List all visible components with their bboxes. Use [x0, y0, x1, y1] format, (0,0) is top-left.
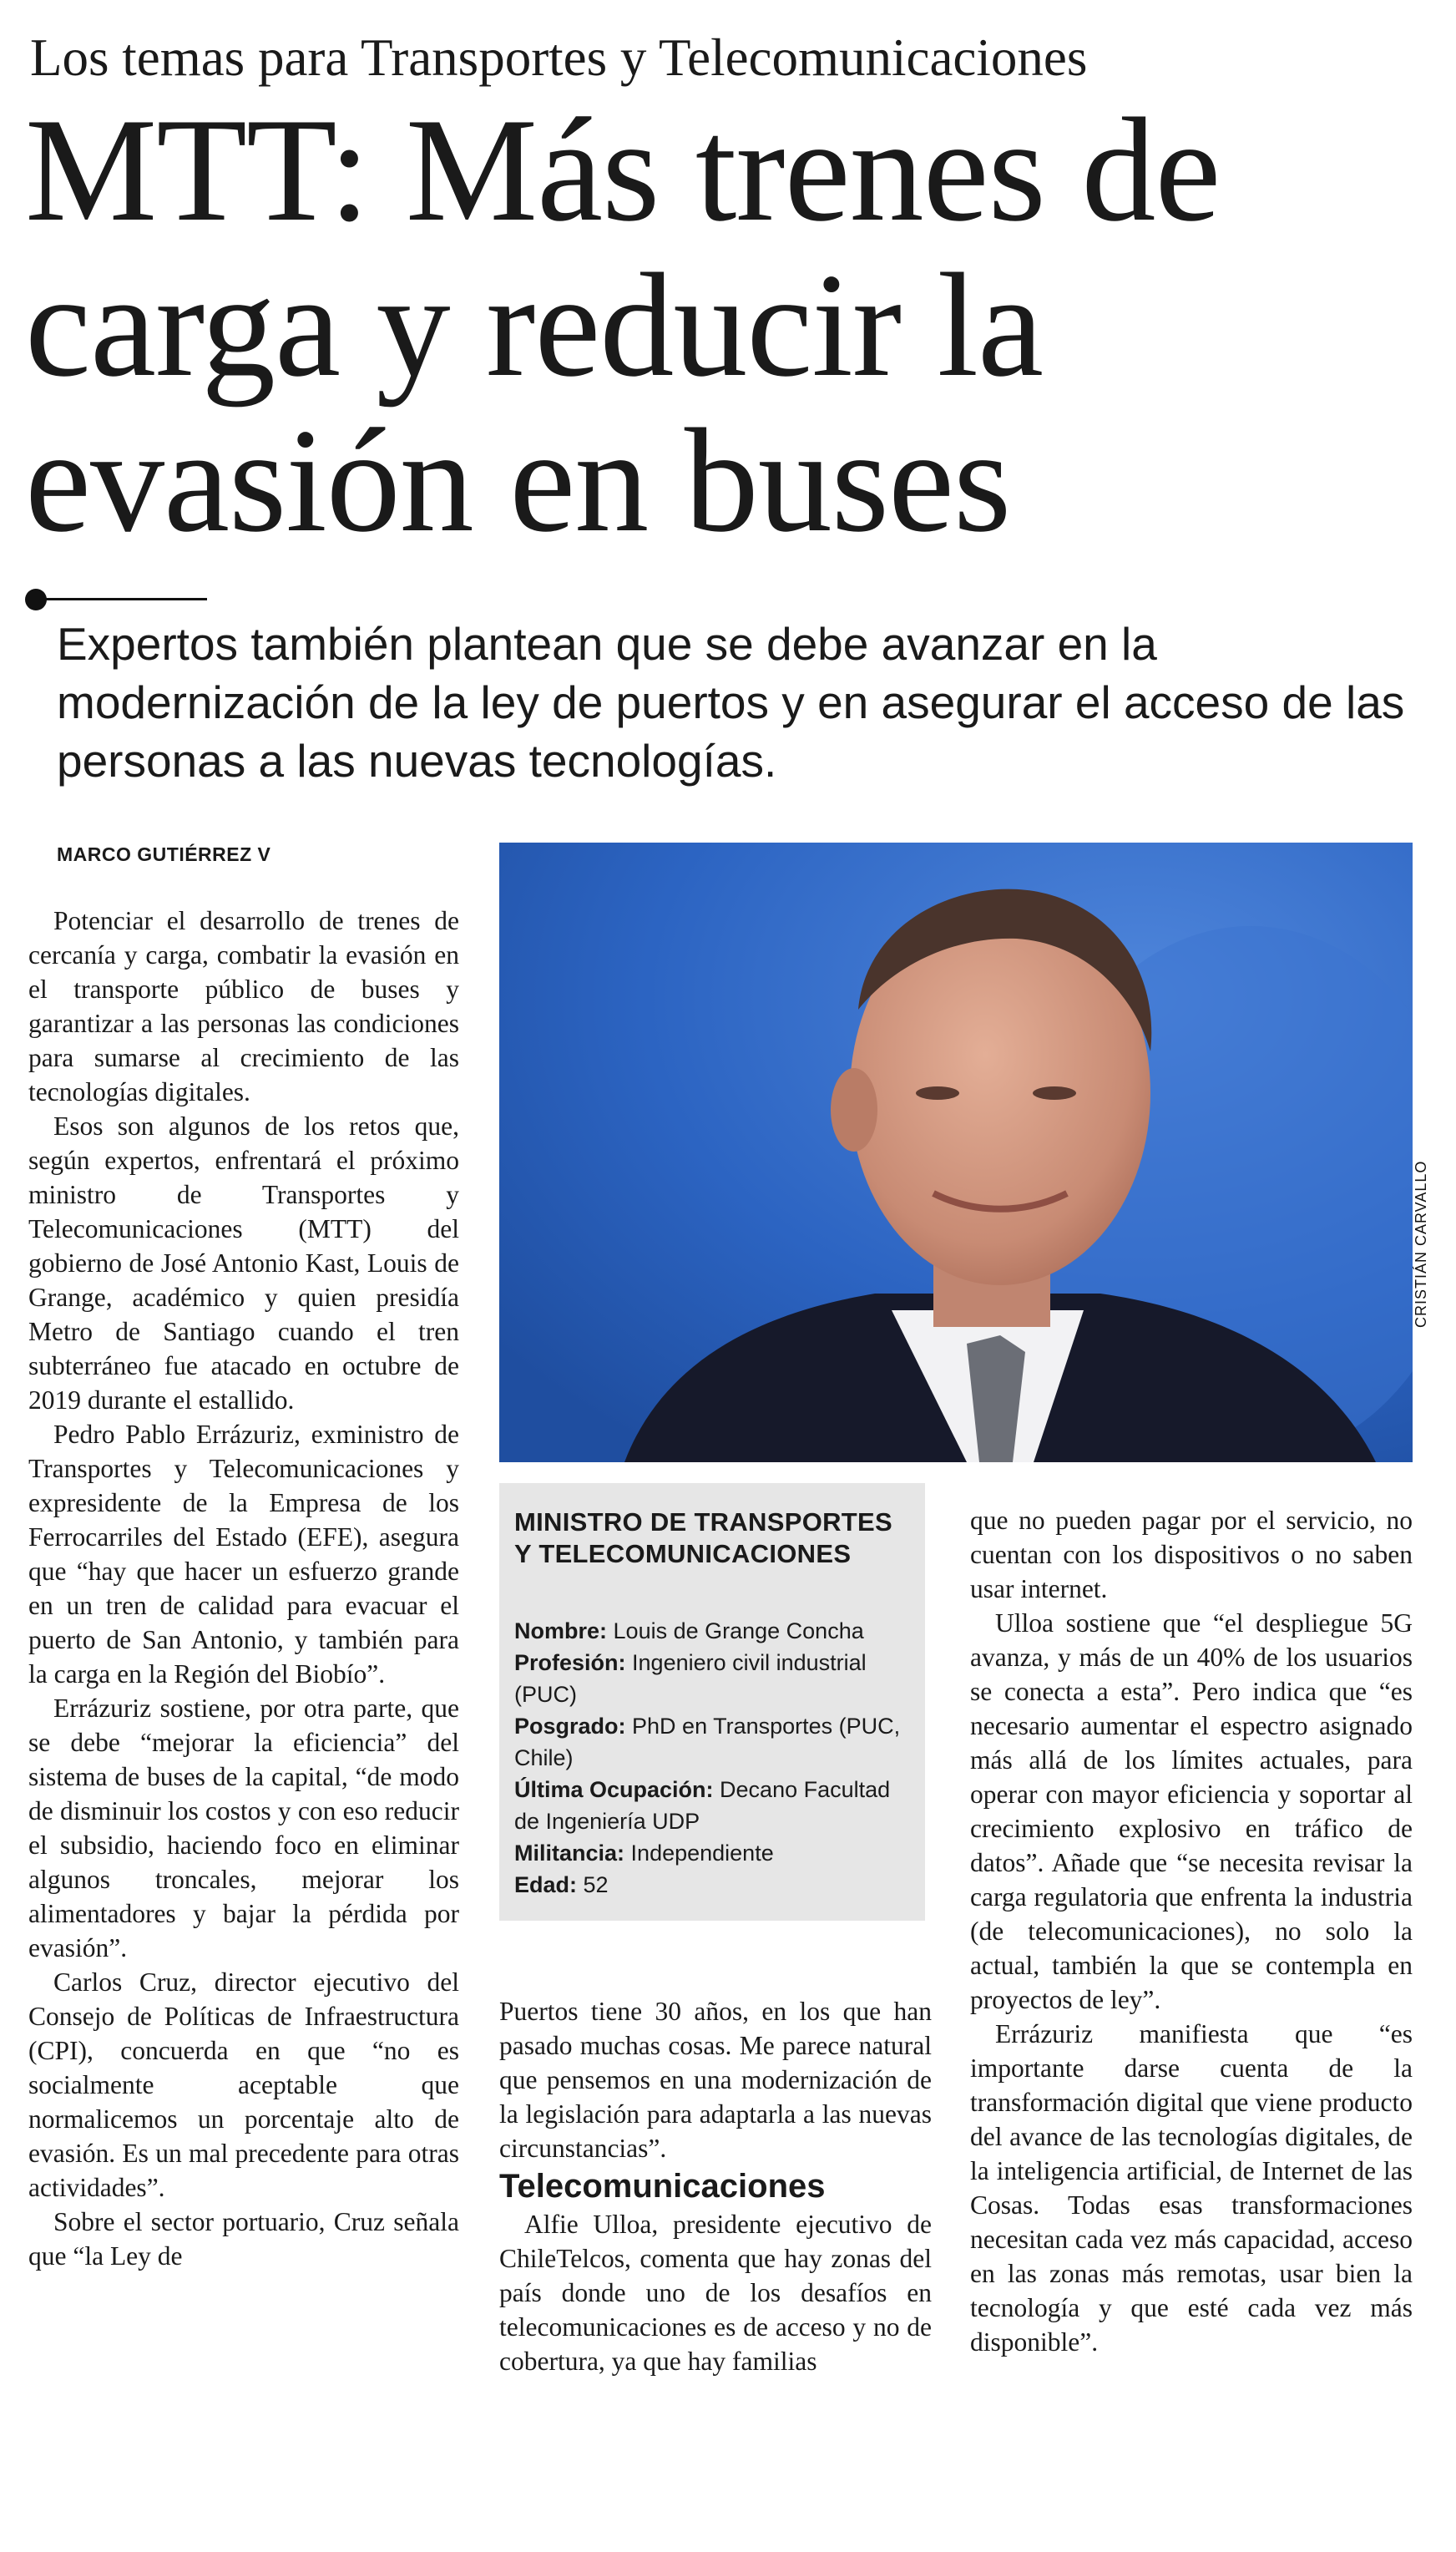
body-paragraph: Potenciar el desarrollo de trenes de cercanía y carga, combatir la evasión en el transporte público de buses y garantizar a las personas las condiciones para sumarse al crecimiento de las tecnologías digitales. — [28, 906, 459, 1106]
fact-row — [514, 1837, 910, 1869]
fact-box-title: MINISTRO DE TRANSPORTES Y TELECOMUNICACIONES — [514, 1507, 892, 1568]
fact-row — [514, 1710, 910, 1774]
column-3 — [970, 1503, 1413, 2359]
body-paragraph: Alfie Ulloa, presidente ejecutivo de ChileTelcos, comenta que hay zonas del país donde uno de los desafíos en telecomunicaciones es de acceso y no de cobertura, ya que hay familias — [499, 2210, 932, 2376]
body-paragraph: Pedro Pablo Errázuriz, exministro de Transportes y Telecomunicaciones y expresidente de la Empresa de los Ferrocarriles del Estado (EFE), asegura que “hay que hacer un esfuerzo grande en un tren de calidad para evacuar el puerto de San Antonio, y también para la carga en la Región del Biobío”. — [28, 1420, 459, 1689]
column-1 — [28, 904, 459, 2273]
fact-value: Decano Facultad de Ingeniería UDP — [514, 1777, 891, 1834]
subhead: Telecomunicaciones — [499, 2168, 826, 2205]
byline: MARCO GUTIÉRREZ V — [57, 843, 271, 865]
section-kicker: Los temas para Transportes y Telecomunicaciones — [30, 28, 1088, 87]
body-paragraph: Esos son algunos de los retos que, según expertos, enfrentará el próximo ministro de Transportes y Telecomunicaciones (MTT) del gobierno de José Antonio Kast, Louis de Grange, académico y quien presidía Metro de Santiago cuando el tren subterráneo fue atacado en octubre de 2019 durante el estallido. — [28, 1111, 459, 1415]
portrait-photo — [499, 843, 1413, 1462]
dek: Expertos también plantean que se debe avanzar en la modernización de la ley de puertos y en asegurar el acceso de las personas a las nuevas tecnologías. — [57, 618, 1405, 787]
body-paragraph: Sobre el sector portuario, Cruz señala que “la Ley de — [28, 2207, 459, 2271]
fact-value: Independiente — [630, 1841, 774, 1866]
fact-label: Posgrado: — [514, 1714, 626, 1739]
fact-label: Última Ocupación: — [514, 1777, 714, 1802]
fact-value: 52 — [583, 1872, 609, 1897]
body-paragraph: Errázuriz manifiesta que “es importante darse cuenta de la transformación digital que viene producto del avance de las tecnologías digitales, de la inteligencia artificial, de Internet de las Cosas. Todas esas transformaciones necesitan cada vez más capacidad, acceso en las zonas más remotas, usar bien la tecnología y que esté cada vez más disponible”. — [970, 2019, 1413, 2357]
fact-value: Ingeniero civil industrial (PUC) — [514, 1650, 867, 1707]
fact-label: Edad: — [514, 1872, 578, 1897]
headline: MTT: Más trenes de carga y reducir la evasión en buses — [25, 87, 1221, 563]
fact-row — [514, 1647, 910, 1710]
column-2 — [499, 1994, 932, 2378]
body-paragraph: Carlos Cruz, director ejecutivo del Consejo de Políticas de Infraestructura (CPI), concuerda en que “no es socialmente aceptable que normalicemos un porcentaje alto de evasión. Es un mal precedente para otras actividades”. — [28, 1967, 459, 2202]
fact-label: Profesión: — [514, 1650, 626, 1675]
body-paragraph: Errázuriz sostiene, por otra parte, que se debe “mejorar la eficiencia” del sistema de buses de la capital, “de modo de disminuir los costos y con eso reducir el subsidio, haciendo foco en eliminar algunos troncales, mejorar los alimentadores y bajar la pérdida por evasión”. — [28, 1694, 459, 1962]
fact-label: Nombre: — [514, 1618, 608, 1643]
body-paragraph: Ulloa sostiene que “el despliegue 5G avanza, y más de un 40% de los usuarios se conecta a esta”. Pero indica que “es necesario aumentar el espectro asignado más allá de los límites actuales, para operar con mayor eficiencia y soportar al crecimiento explosivo en tráfico de datos”. Añade que “se necesita revisar la carga regulatoria que enfrenta la industria (de telecomunicaciones), no solo la actual, también la que se contempla en proyectos de ley”. — [970, 1608, 1413, 2014]
fact-row — [514, 1615, 910, 1647]
fact-value: Louis de Grange Concha — [613, 1618, 864, 1643]
fact-box — [499, 1483, 925, 1921]
body-paragraph: que no pueden pagar por el servicio, no cuentan con los dispositivos o no saben usar internet. — [970, 1506, 1413, 1603]
fact-label: Militancia: — [514, 1841, 625, 1866]
fact-row — [514, 1869, 910, 1901]
fact-value: PhD en Transportes (PUC, Chile) — [514, 1714, 901, 1770]
dek-rule — [43, 598, 207, 600]
fact-row — [514, 1774, 910, 1837]
body-paragraph: Puertos tiene 30 años, en los que han pasado muchas cosas. Me parece natural que pensemos en una modernización de la legislación para adaptarla a las nuevas circunstancias”. — [499, 1997, 932, 2163]
photo-credit: CRISTIÁN CARVALLO — [1413, 1160, 1429, 1328]
